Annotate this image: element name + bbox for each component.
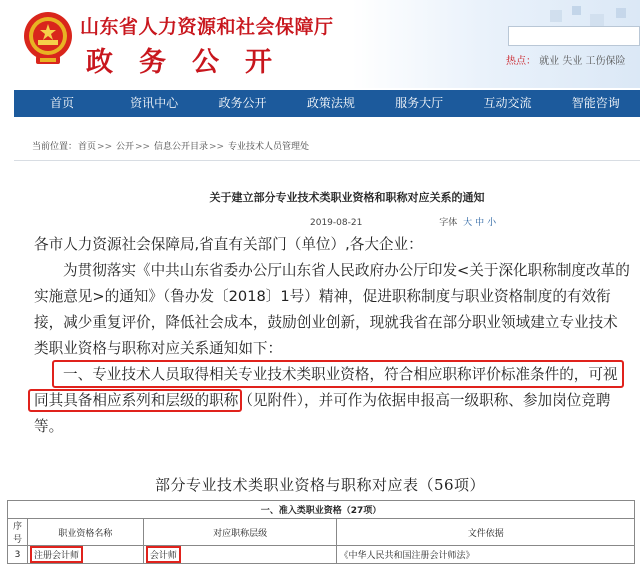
nav-interaction[interactable]: 互动交流 xyxy=(483,96,532,110)
font-size-large[interactable]: 大 xyxy=(463,218,473,228)
breadcrumb-home[interactable]: 首页 xyxy=(78,142,97,152)
site-subtitle: 政务公开 xyxy=(86,47,298,78)
nav-service-hall[interactable]: 服务大厅 xyxy=(395,96,444,110)
table-row xyxy=(8,546,635,564)
article-body xyxy=(34,232,630,440)
highlighted-text: 一、专业技术人员取得相关专业技术类职业资格，符合相应职称评价标准条件的，可视 xyxy=(63,366,618,383)
cell-no: 3 xyxy=(8,546,28,564)
cell-title xyxy=(143,546,337,564)
site-name: 山东省人力资源和社会保障厅 xyxy=(80,16,334,38)
highlighted-text xyxy=(34,392,238,409)
highlight-box xyxy=(28,389,242,412)
header-name: 职业资格名称 xyxy=(27,519,143,546)
hot-words-link[interactable]: 就业 失业 工伤保险 xyxy=(539,56,626,67)
highlight-box xyxy=(52,360,624,388)
hot-keywords xyxy=(506,52,626,67)
article-header xyxy=(14,160,640,232)
table-section-title: 一、准入类职业资格（27项） xyxy=(8,501,635,519)
paragraph-line: 等。 xyxy=(34,418,64,435)
hot-label: 热点： xyxy=(506,56,536,67)
site-header xyxy=(0,0,640,88)
header-no: 序号 xyxy=(8,519,28,546)
qualification-table xyxy=(7,500,635,564)
paragraph-line: 实施意见>的通知》（鲁办发〔2018〕1号）精神，促进职称制度与职业资格制度的有效衔 xyxy=(34,288,611,305)
cell-basis: 《中华人民共和国注册会计师法》 xyxy=(337,546,635,564)
highlighted-phrase: 同其具备相应系列和层级的职称 xyxy=(34,392,239,409)
salutation: 各市人力资源社会保障局,省直有关部门（单位）,各大企业： xyxy=(34,236,423,253)
highlighted-cell: 注册会计师 xyxy=(30,546,83,563)
nav-policy[interactable]: 政策法规 xyxy=(306,96,355,110)
nav-smart-consult[interactable]: 智能咨询 xyxy=(571,96,620,110)
search-input[interactable] xyxy=(508,26,640,46)
font-size-small[interactable]: 小 xyxy=(487,218,497,228)
highlighted-cell: 会计师 xyxy=(146,546,181,563)
header-title: 对应职称层级 xyxy=(143,519,337,546)
table-title: 部分专业技术类职业资格与职称对应表（56项） xyxy=(154,476,486,494)
breadcrumb-separator: >> xyxy=(135,142,151,152)
breadcrumb-prefix: 当前位置： xyxy=(32,142,78,152)
header-basis: 文件依据 xyxy=(337,519,635,546)
table-header-row xyxy=(8,519,635,546)
breadcrumb-separator: >> xyxy=(209,142,225,152)
nav-news[interactable]: 资讯中心 xyxy=(130,96,179,110)
article-meta xyxy=(310,215,496,228)
article-date: 2019-08-21 xyxy=(310,218,363,228)
nav-gov-info[interactable]: 政务公开 xyxy=(218,96,267,110)
highlighted-paragraph-line xyxy=(34,362,624,388)
paragraph-line: 为贯彻落实《中共山东省委办公厅山东省人民政府办公厅印发<关于深化职称制度改革的 xyxy=(63,262,630,279)
nav-home[interactable]: 首页 xyxy=(49,96,74,110)
paragraph-line: 类职业资格与职称对应关系通知如下： xyxy=(34,340,283,357)
breadcrumb-catalog[interactable]: 信息公开目录 xyxy=(153,142,208,152)
font-size-medium[interactable]: 中 xyxy=(475,218,485,228)
cell-name xyxy=(27,546,143,564)
breadcrumb-separator: >> xyxy=(97,142,113,152)
main-nav xyxy=(14,90,640,117)
breadcrumb-department[interactable]: 专业技术人员管理处 xyxy=(227,142,309,152)
paragraph-line: 接，减少重复评价，降低社会成本，鼓励创业创新，现就我省在部分职业领域建立专业技术 xyxy=(34,314,618,331)
breadcrumb xyxy=(32,139,310,152)
breadcrumb-public[interactable]: 公开 xyxy=(116,142,135,152)
paragraph-line xyxy=(34,388,624,414)
paragraph-text: （见附件），并可作为依据申报高一级职称、参加岗位竞聘 xyxy=(238,392,611,409)
font-size-label: 字体 xyxy=(439,218,458,228)
article-title: 关于建立部分专业技术类职业资格和职称对应关系的通知 xyxy=(209,191,485,204)
table-section-row xyxy=(8,501,635,519)
national-emblem-icon xyxy=(22,10,74,68)
